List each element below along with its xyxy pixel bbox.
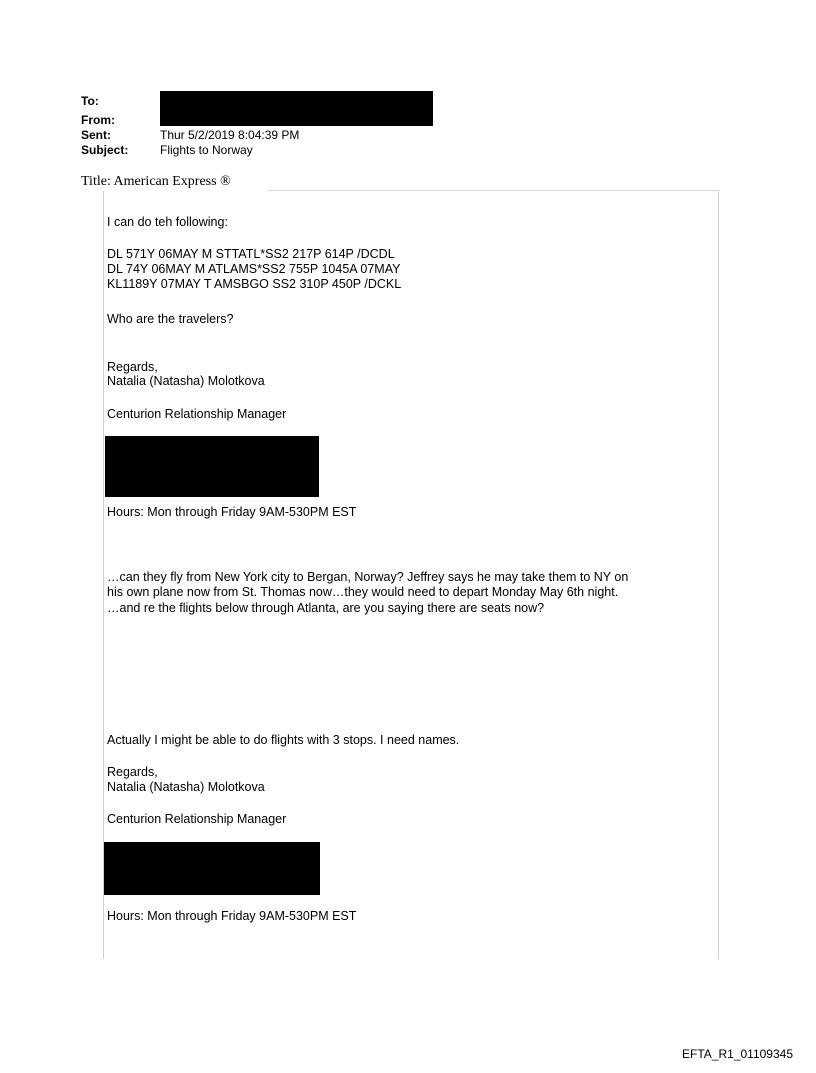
sent-label: Sent: xyxy=(81,128,111,142)
redaction-signature-1 xyxy=(105,436,319,497)
signature-1-regards: Regards, xyxy=(107,360,158,374)
to-label: To: xyxy=(81,94,99,108)
signature-2-role: Centurion Relationship Manager xyxy=(107,812,287,826)
reply-line-1: …can they fly from New York city to Bergan, Norway? Jeffrey says he may take them to NY on xyxy=(107,570,629,584)
signature-1-name: Natalia (Natasha) Molotkova xyxy=(107,374,265,388)
question-line: Who are the travelers? xyxy=(107,312,234,326)
intro-line: I can do teh following: xyxy=(107,215,228,229)
signature-2-name: Natalia (Natasha) Molotkova xyxy=(107,780,265,794)
flight-line-1: DL 571Y 06MAY M STTATL*SS2 217P 614P /DCDL xyxy=(107,247,395,261)
subject-value: Flights to Norway xyxy=(160,143,253,157)
flight-line-2: DL 74Y 06MAY M ATLAMS*SS2 755P 1045A 07MAY xyxy=(107,262,401,276)
document-title: Title: American Express ® xyxy=(81,174,231,189)
subject-label: Subject: xyxy=(81,143,129,157)
reply-line-2: his own plane now from St. Thomas now…they would need to depart Monday May 6th night. xyxy=(107,585,619,599)
actually-line: Actually I might be able to do flights with 3 stops. I need names. xyxy=(107,733,460,747)
signature-2-regards: Regards, xyxy=(107,765,158,779)
sent-value: Thur 5/2/2019 8:04:39 PM xyxy=(160,128,300,142)
redaction-recipients xyxy=(160,91,433,126)
flight-line-3: KL1189Y 07MAY T AMSBGO SS2 310P 450P /DCKL xyxy=(107,277,402,291)
reply-line-3: …and re the flights below through Atlanta, are you saying there are seats now? xyxy=(107,601,545,615)
redaction-signature-2 xyxy=(104,842,320,895)
signature-1-role: Centurion Relationship Manager xyxy=(107,407,287,421)
from-label: From: xyxy=(81,113,115,127)
signature-2-hours: Hours: Mon through Friday 9AM-530PM EST xyxy=(107,909,357,923)
bates-number: EFTA_R1_01109345 xyxy=(682,1047,793,1061)
signature-1-hours: Hours: Mon through Friday 9AM-530PM EST xyxy=(107,505,357,519)
message-frame-right xyxy=(718,191,719,959)
title-rule xyxy=(268,190,719,191)
